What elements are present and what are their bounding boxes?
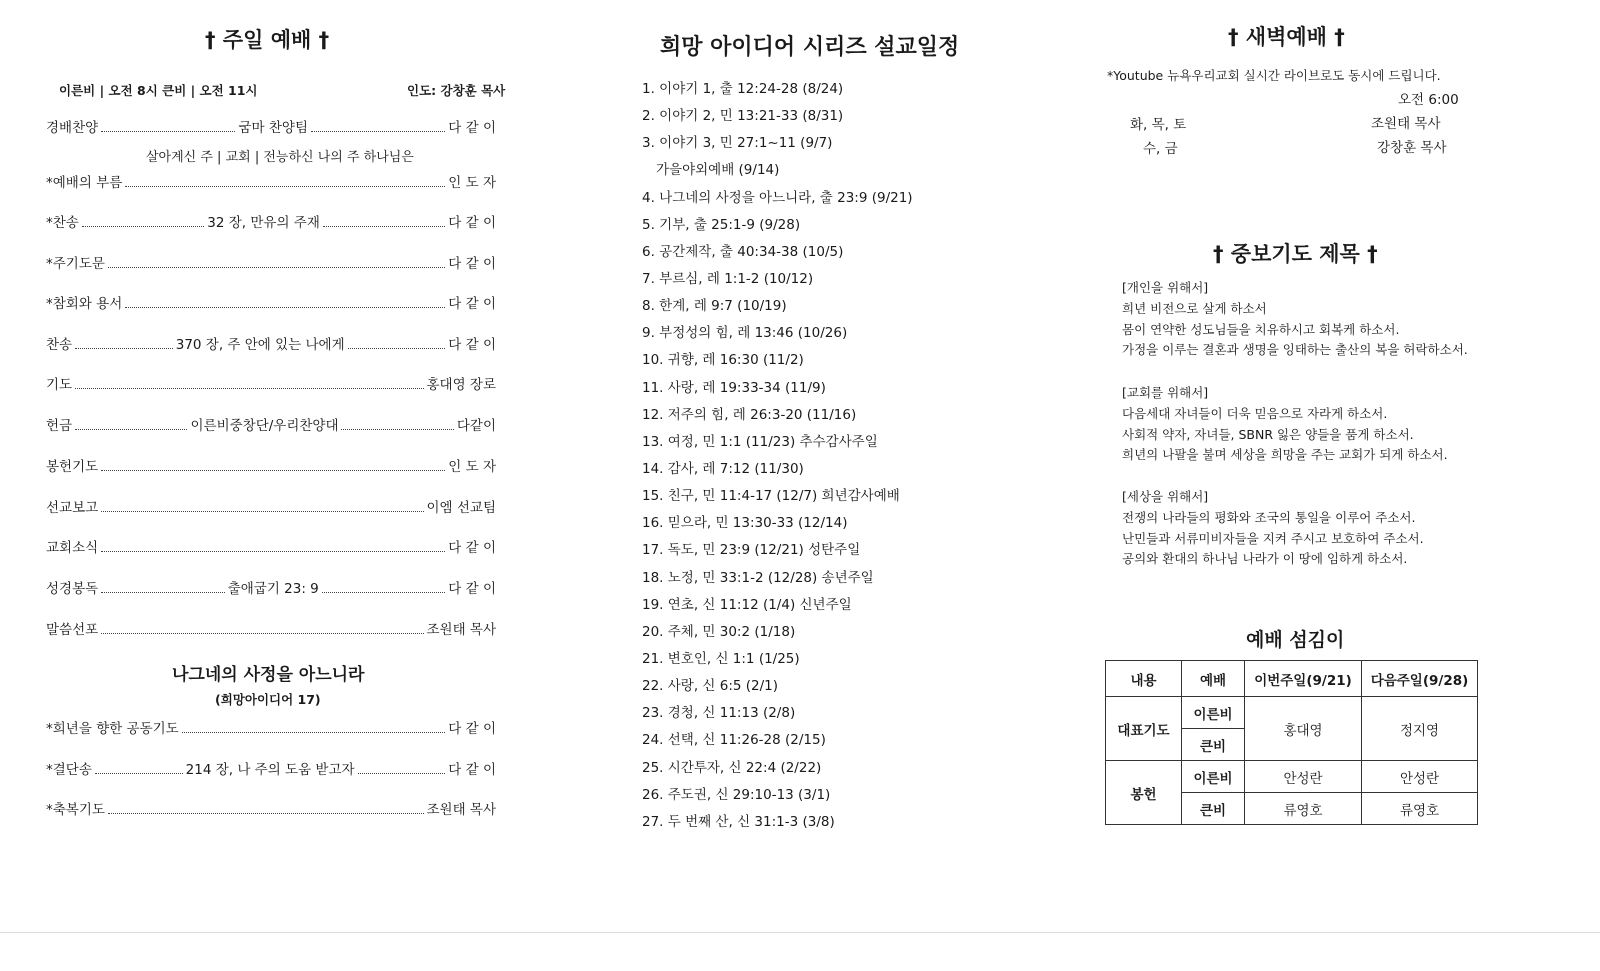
order-role: 홍대영 장로 <box>426 377 496 393</box>
order-row <box>46 333 496 353</box>
sermon-item: 19. 연초, 신 11:12 (1/4) 신년주일 <box>642 596 852 613</box>
leader-dots <box>341 429 453 430</box>
prayer-group-heading: [교회를 위해서] <box>1122 385 1209 400</box>
order-role: 인 도 자 <box>448 459 496 475</box>
order-detail: 370 장, 주 안에 있는 나에게 <box>175 337 345 353</box>
order-row <box>46 798 496 818</box>
order-row <box>46 618 496 638</box>
servers-table <box>1105 660 1478 825</box>
sermon-item: 11. 사랑, 레 19:33-34 (11/9) <box>642 379 826 396</box>
prayer-next-week: 정지영 <box>1362 697 1478 761</box>
leader-dots <box>125 186 445 187</box>
leader-dots <box>75 388 423 389</box>
page-bottom-rule <box>0 932 1600 933</box>
order-label: 기도 <box>46 377 73 393</box>
order-row <box>46 252 496 272</box>
service-early: 이른비 <box>1182 761 1245 793</box>
sermon-item: 15. 친구, 민 11:4-17 (12/7) 희년감사예배 <box>642 488 900 505</box>
leader-dots <box>358 773 446 774</box>
sermon-series-title: 희망 아이디어 시리즈 설교일정 <box>660 35 960 60</box>
leader-dots <box>101 592 225 593</box>
order-detail: 출애굽기 23: 9 <box>227 581 319 597</box>
order-label: 말씀선포 <box>46 622 99 638</box>
service-late: 큰비 <box>1182 793 1245 825</box>
order-detail: 굼마 찬양팀 <box>238 120 308 136</box>
order-label: *축복기도 <box>46 802 105 818</box>
order-role: 인 도 자 <box>448 175 496 191</box>
dawn-pastor-1: 조원태 목사 <box>1371 116 1441 132</box>
praise-song-list: 살아계신 주 | 교회 | 전능하신 나의 주 하나님은 <box>146 150 414 165</box>
order-role: 다 같 이 <box>448 256 496 272</box>
sermon-item: 4. 나그네의 사정을 아느니라, 출 23:9 (9/21) <box>642 189 913 206</box>
order-row <box>46 116 496 136</box>
order-role: 다 같 이 <box>448 540 496 556</box>
order-row <box>46 171 496 191</box>
leader-dots <box>101 633 423 634</box>
sermon-item: 14. 감사, 레 7:12 (11/30) <box>642 460 804 477</box>
service-early: 이른비 <box>1182 697 1245 729</box>
order-role: 조원태 목사 <box>426 622 496 638</box>
sermon-title: 나그네의 사정을 아느니라 <box>172 665 365 685</box>
order-row <box>46 577 496 597</box>
order-label: 교회소식 <box>46 540 99 556</box>
order-label: 헌금 <box>46 418 73 434</box>
order-detail: 32 장, 만유의 주재 <box>207 215 320 231</box>
sermon-item: 10. 귀향, 레 16:30 (11/2) <box>642 352 804 369</box>
dawn-pastor-2: 강창훈 목사 <box>1377 140 1447 156</box>
dawn-time: 오전 6:00 <box>1398 92 1459 108</box>
order-row <box>46 292 496 312</box>
service-late: 큰비 <box>1182 729 1245 761</box>
leader-dots <box>108 813 424 814</box>
sermon-schedule-list <box>642 79 913 839</box>
order-row <box>46 758 496 778</box>
servers-title: 예배 섬김이 <box>1246 629 1345 651</box>
order-row <box>46 211 496 231</box>
order-role: 다 같 이 <box>448 581 497 597</box>
order-role: 다 같 이 <box>448 337 497 353</box>
youtube-note: *Youtube 뉴욕우리교회 실시간 라이브로도 동시에 드립니다. <box>1107 68 1441 83</box>
prayer-this-week: 홍대영 <box>1245 697 1362 761</box>
sermon-item: 5. 기부, 출 25:1-9 (9/28) <box>642 216 801 233</box>
header-content: 내용 <box>1106 661 1182 697</box>
prayer-line: 다음세대 자녀들이 더욱 믿음으로 자라게 하소서. <box>1122 406 1388 421</box>
prayer-group-heading: [개인을 위해서] <box>1122 280 1209 295</box>
order-detail: 214 장, 나 주의 도움 받고자 <box>185 762 355 778</box>
order-detail: 이른비중창단/우리찬양대 <box>190 418 339 434</box>
order-row <box>46 717 496 737</box>
leader-dots <box>101 131 235 132</box>
leader-dots <box>322 592 446 593</box>
sermon-item: 9. 부정성의 힘, 레 13:46 (10/26) <box>642 325 848 342</box>
leader-dots <box>101 511 423 512</box>
order-row <box>46 414 496 434</box>
order-label: 성경봉독 <box>46 581 99 597</box>
row-label-offering: 봉헌 <box>1106 761 1182 825</box>
leader-dots <box>348 348 446 349</box>
order-label: 경배찬양 <box>46 120 99 136</box>
header-next-week: 다음주일(9/28) <box>1362 661 1478 697</box>
sermon-item: 12. 저주의 힘, 레 26:3-20 (11/16) <box>642 406 857 423</box>
prayer-line: 희년의 나팔을 불며 세상을 희망을 주는 교회가 되게 하소서. <box>1122 447 1448 462</box>
leader-dots <box>182 732 446 733</box>
order-role: 다 같 이 <box>448 215 496 231</box>
order-label: *결단송 <box>46 762 92 778</box>
prayer-title: † 중보기도 제목 † <box>1213 242 1378 266</box>
leader-dots <box>108 267 445 268</box>
order-role: 이엠 선교팀 <box>426 500 496 516</box>
leader-dots <box>311 131 445 132</box>
order-label: *참회와 용서 <box>46 296 123 312</box>
sermon-item: 18. 노정, 민 33:1-2 (12/28) 송년주일 <box>642 569 874 586</box>
order-role: 다같이 <box>456 418 496 434</box>
order-label: 봉헌기도 <box>46 459 99 475</box>
prayer-line: 몸이 연약한 성도님들을 치유하시고 회복케 하소서. <box>1122 321 1400 337</box>
order-label: *희년을 향한 공동기도 <box>46 721 179 737</box>
prayer-line: 난민들과 서류미비자들을 지켜 주시고 보호하여 주소서. <box>1122 530 1424 546</box>
sermon-item: 2. 이야기 2, 민 13:21-33 (8/31) <box>642 108 844 125</box>
leader-dots <box>82 226 204 227</box>
order-role: 다 같 이 <box>448 120 497 136</box>
prayer-line: 사회적 약자, 자녀들, SBNR 잃은 양들을 품게 하소서. <box>1122 426 1414 442</box>
service-times: 이른비 | 오전 8시 큰비 | 오전 11시 <box>59 83 258 98</box>
order-row <box>46 496 496 516</box>
sermon-item: 21. 변호인, 신 1:1 (1/25) <box>642 650 800 667</box>
leader-dots <box>75 348 173 349</box>
leader-dots <box>95 773 183 774</box>
offering-early-this-week: 안성란 <box>1245 761 1362 793</box>
row-label-prayer: 대표기도 <box>1106 697 1182 761</box>
dawn-days-1: 화, 목, 토 <box>1130 117 1187 133</box>
leader-dots <box>101 470 445 471</box>
header-this-week: 이번주일(9/21) <box>1245 661 1362 697</box>
sermon-item: 22. 사랑, 신 6:5 (2/1) <box>642 678 779 695</box>
sermon-item: 3. 이야기 3, 민 27:1~11 (9/7) <box>642 135 833 152</box>
order-role: 다 같 이 <box>448 296 496 312</box>
prayer-group-heading: [세상을 위해서] <box>1122 489 1209 504</box>
leader-dots <box>323 226 445 227</box>
order-label: *예배의 부름 <box>46 175 123 191</box>
sermon-subtitle: (희망아이디어 17) <box>215 692 321 707</box>
service-leader: 인도: 강창훈 목사 <box>407 83 506 98</box>
sermon-item: 24. 선택, 신 11:26-28 (2/15) <box>642 732 826 749</box>
order-label: *주기도문 <box>46 256 105 272</box>
order-role: 다 같 이 <box>448 721 496 737</box>
prayer-line: 공의와 환대의 하나님 나라가 이 땅에 임하게 하소서. <box>1122 551 1408 566</box>
sunday-worship-title: † 주일 예배 † <box>205 28 330 52</box>
sermon-item: 1. 이야기 1, 출 12:24-28 (8/24) <box>642 81 844 97</box>
leader-dots <box>101 551 445 552</box>
sermon-item: 17. 독도, 민 23:9 (12/21) 성탄주일 <box>642 542 861 559</box>
dawn-days-2: 수, 금 <box>1143 141 1178 157</box>
offering-late-next-week: 류영호 <box>1362 793 1478 825</box>
sermon-item: 6. 공간제작, 출 40:34-38 (10/5) <box>642 243 844 260</box>
header-service: 예배 <box>1182 661 1245 697</box>
sermon-item: 가을야외예배 (9/14) <box>656 162 780 179</box>
prayer-line: 전쟁의 나라들의 평화와 조국의 통일을 이루어 주소서. <box>1122 510 1416 525</box>
order-label: 찬송 <box>46 337 73 353</box>
order-row <box>46 373 496 393</box>
sermon-item: 13. 여정, 민 1:1 (11/23) 추수감사주일 <box>642 433 878 450</box>
sermon-item: 26. 주도권, 신 29:10-13 (3/1) <box>642 786 831 803</box>
sermon-item: 27. 두 번째 산, 신 31:1-3 (3/8) <box>642 813 835 830</box>
offering-early-next-week: 안성란 <box>1362 761 1478 793</box>
prayer-line: 가정을 이루는 결혼과 생명을 잉태하는 출산의 복을 허락하소서. <box>1122 342 1468 357</box>
sermon-item: 23. 경청, 신 11:13 (2/8) <box>642 705 796 722</box>
sermon-item: 20. 주체, 민 30:2 (1/18) <box>642 623 796 640</box>
sermon-item: 16. 믿으라, 민 13:30-33 (12/14) <box>642 515 848 532</box>
sermon-item: 25. 시간투자, 신 22:4 (2/22) <box>642 759 822 776</box>
prayer-line: 희년 비전으로 살게 하소서 <box>1122 301 1267 316</box>
dawn-worship-title: † 새벽예배 † <box>1228 25 1345 49</box>
offering-late-this-week: 류영호 <box>1245 793 1362 825</box>
sermon-item: 7. 부르심, 레 1:1-2 (10/12) <box>642 270 814 287</box>
order-row <box>46 455 496 475</box>
order-label: *찬송 <box>46 215 79 231</box>
leader-dots <box>125 307 445 308</box>
sermon-item: 8. 한계, 레 9:7 (10/19) <box>642 298 787 315</box>
order-row <box>46 536 496 556</box>
order-role: 조원태 목사 <box>426 802 496 818</box>
order-label: 선교보고 <box>46 500 99 516</box>
order-role: 다 같 이 <box>448 762 497 778</box>
leader-dots <box>75 429 187 430</box>
